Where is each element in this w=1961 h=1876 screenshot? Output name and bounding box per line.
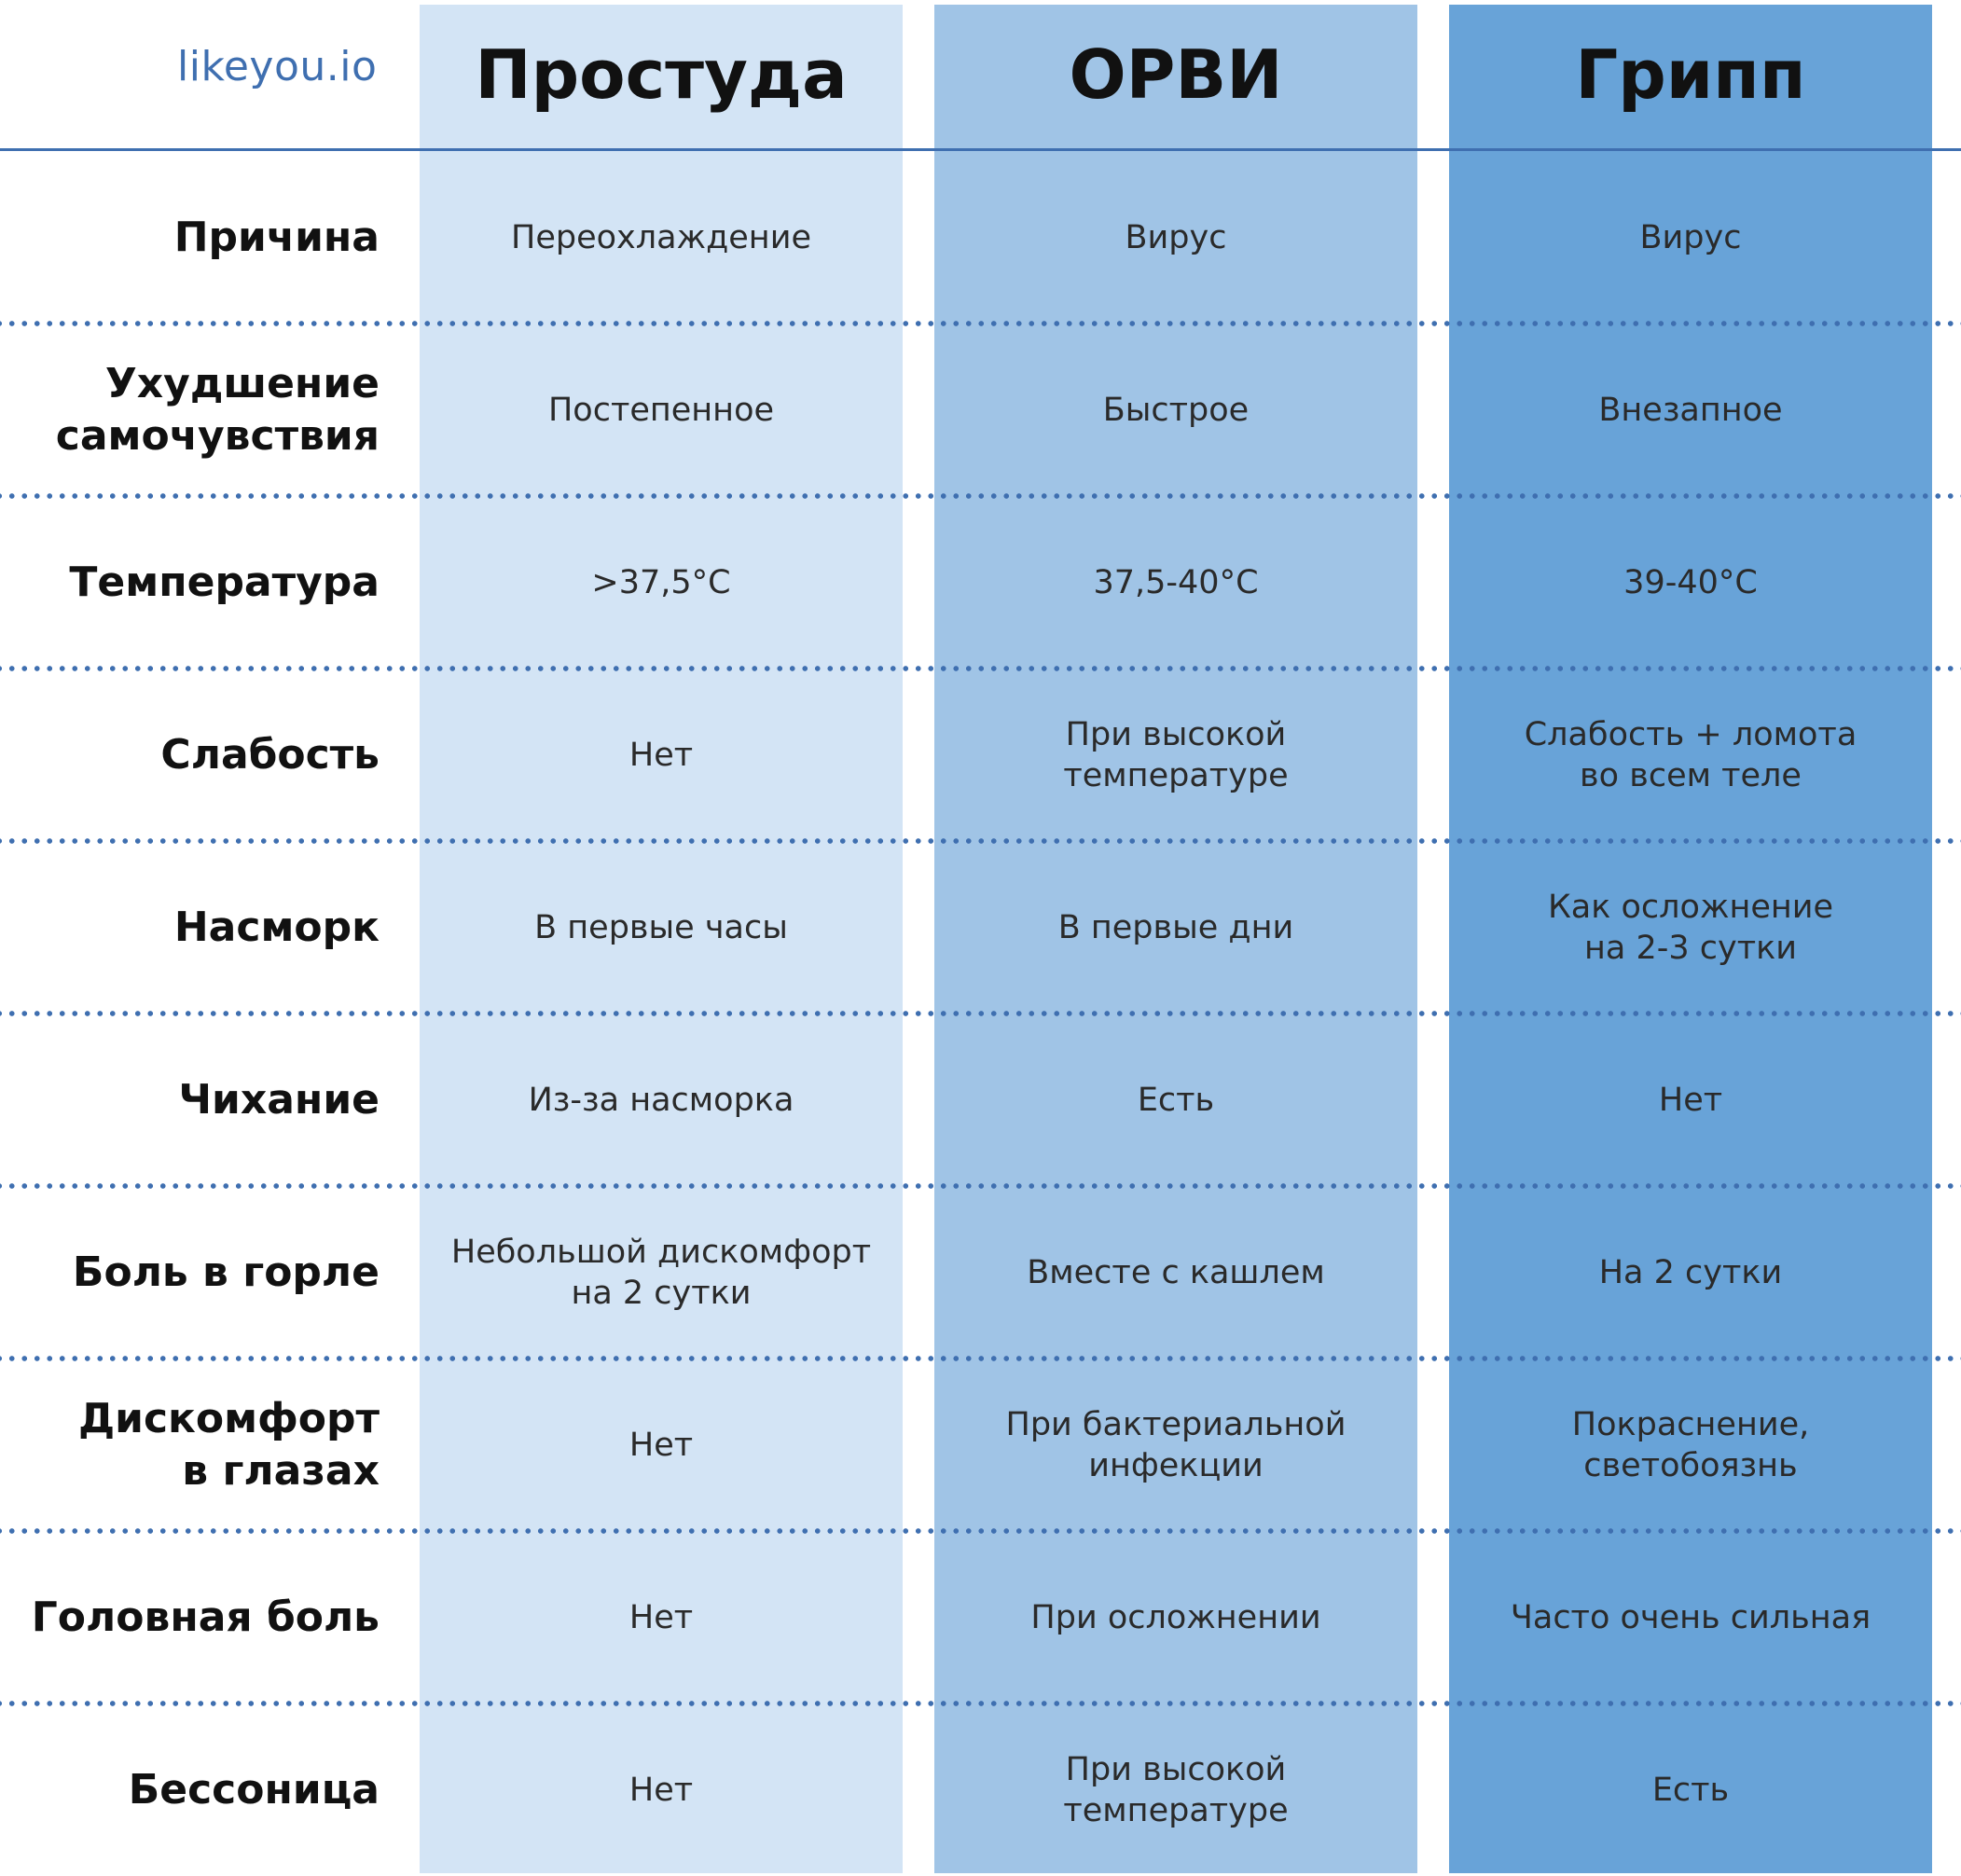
table-row [0, 496, 1961, 669]
table-cell: При высокой температуре [1063, 715, 1289, 794]
table-cell: 39-40°С [1623, 563, 1758, 601]
row-label: Бессоница [128, 1765, 380, 1814]
table-cell: Вирус [1125, 218, 1227, 256]
table-cell: Нет [1658, 1081, 1723, 1119]
table-cell: На 2 сутки [1598, 1253, 1783, 1291]
table-cell: Переохлаждение [511, 218, 811, 256]
table-cell: >37,5°С [591, 563, 731, 601]
table-cell: Вирус [1639, 218, 1742, 256]
row-label: Ухудшение самочувствия [55, 359, 380, 460]
table-row [0, 669, 1961, 841]
table-row [0, 151, 1961, 324]
table-cell: Вместе с кашлем [1027, 1253, 1325, 1291]
brand-logo: likeyou.io [177, 43, 378, 90]
table-cell: Нет [628, 1598, 694, 1636]
table-cell: Часто очень сильная [1510, 1598, 1871, 1636]
table-cell: Быстрое [1102, 391, 1250, 429]
table-row [0, 1186, 1961, 1359]
table-row [0, 1531, 1961, 1704]
row-label: Слабость [160, 730, 380, 779]
table-cell: При осложнении [1030, 1598, 1321, 1636]
column-header-flu: Грипп [1575, 35, 1806, 114]
table-cell: Есть [1651, 1771, 1730, 1809]
column-header-arvi: ОРВИ [1069, 35, 1283, 114]
table-row [0, 1359, 1961, 1531]
table-row [0, 1014, 1961, 1186]
row-label: Насморк [173, 903, 380, 951]
table-cell: В первые дни [1057, 908, 1294, 946]
table-cell: Внезапное [1598, 391, 1783, 429]
row-label: Боль в горле [72, 1248, 380, 1296]
table-row [0, 841, 1961, 1014]
table-cell: Есть [1137, 1081, 1215, 1119]
row-label: Температура [69, 558, 380, 606]
row-label: Чихание [178, 1075, 380, 1124]
table-cell: Постепенное [547, 391, 775, 429]
table-row [0, 1704, 1961, 1876]
table-cell: При бактериальной инфекции [1005, 1405, 1346, 1484]
table-cell: Нет [628, 736, 694, 774]
table-cell: Слабость + ломота во всем теле [1524, 715, 1857, 794]
table-cell: Покраснение, светобоязнь [1571, 1405, 1810, 1484]
table-cell: Нет [628, 1771, 694, 1809]
table-cell: Из-за насморка [528, 1081, 794, 1119]
row-label: Причина [173, 213, 380, 261]
table-cell: Нет [628, 1426, 694, 1464]
column-header-cold: Простуда [475, 35, 848, 114]
table-cell: Как осложнение на 2-3 сутки [1547, 888, 1834, 967]
table-cell: 37,5-40°С [1093, 563, 1259, 601]
table-cell: Небольшой дискомфорт на 2 сутки [450, 1233, 872, 1312]
table-row [0, 324, 1961, 496]
table-cell: При высокой температуре [1063, 1750, 1289, 1829]
row-label: Головная боль [31, 1593, 380, 1641]
row-label: Дискомфорт в глазах [77, 1394, 380, 1495]
table-cell: В первые часы [534, 908, 788, 946]
